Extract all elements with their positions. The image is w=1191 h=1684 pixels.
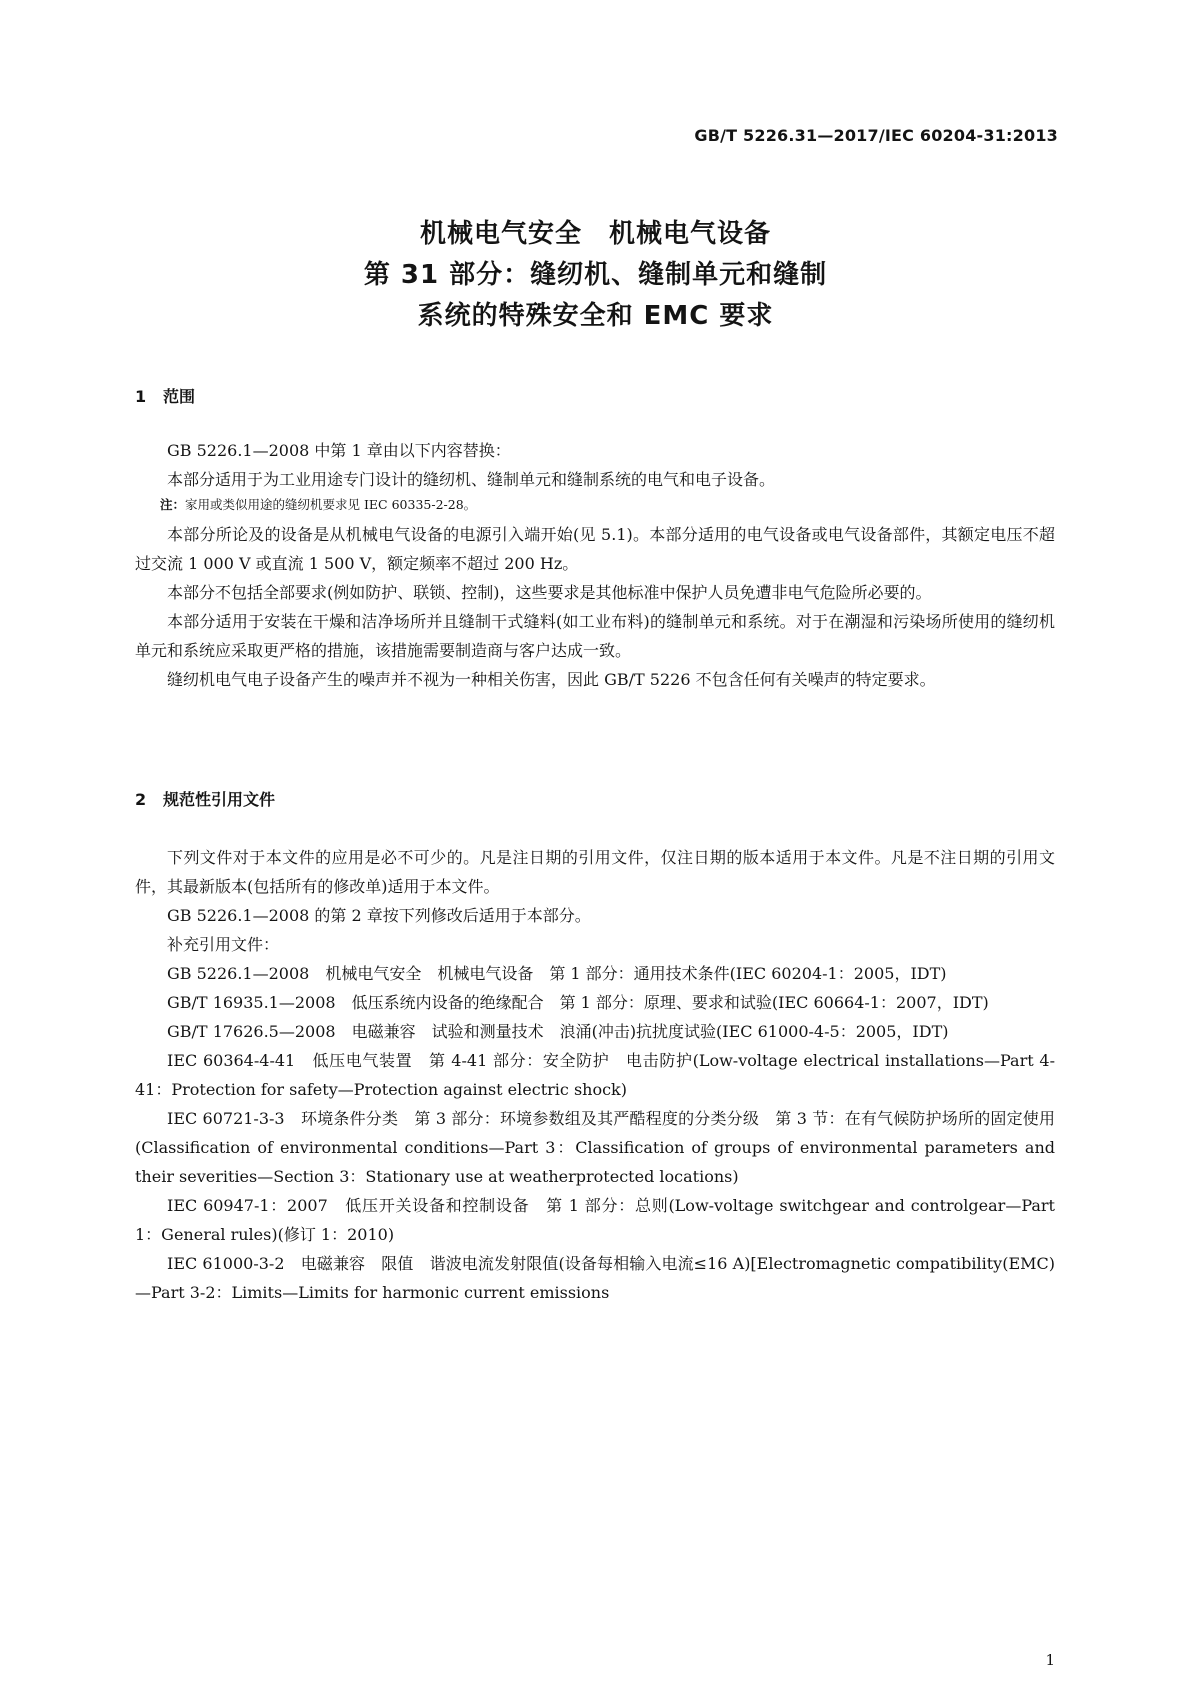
title-line-1: 机械电气安全 机械电气设备: [419, 219, 771, 249]
section-2-body: [135, 843, 1055, 1307]
paragraph: 本部分适用于安装在干燥和洁净场所并且缝制干式缝料(如工业布料)的缝制单元和系统。对于在潮湿和污染场所使用的缝纫机单元和系统应采取更严格的措施，该措施需要制造商与客户达成一致。: [135, 612, 1055, 660]
note: [135, 494, 1055, 516]
section-1-heading: [135, 384, 195, 407]
paragraph: 补充引用文件：: [167, 935, 280, 954]
title-line-3: 系统的特殊安全和 EMC 要求: [417, 301, 774, 331]
paragraph: GB 5226.1—2008 中第 1 章由以下内容替换：: [167, 441, 511, 460]
reference-entry: IEC 60721-3-3 环境条件分类 第 3 部分：环境参数组及其严酷程度的分类分级 第 3 节：在有气候防护场所的固定使用(Classification of environmental conditions—Part 3：Classification of groups of environmental parameters and their severities—Section 3：Stationary use at weatherprotected locations): [135, 1109, 1055, 1186]
note-text: 家用或类似用途的缝纫机要求见 IEC 60335-2-28。: [185, 497, 477, 512]
section-2-title: 规范性引用文件: [163, 790, 276, 809]
paragraph: 本部分不包括全部要求(例如防护、联锁、控制)，这些要求是其他标准中保护人员免遭非电气危险所必要的。: [167, 583, 932, 602]
reference-entry: GB 5226.1—2008 机械电气安全 机械电气设备 第 1 部分：通用技术条件(IEC 60204-1：2005，IDT): [167, 964, 947, 983]
paragraph: 缝纫机电气电子设备产生的噪声并不视为一种相关伤害，因此 GB/T 5226 不包含任何有关噪声的特定要求。: [167, 670, 936, 689]
reference-entry: GB/T 16935.1—2008 低压系统内设备的绝缘配合 第 1 部分：原理、要求和试验(IEC 60664-1：2007，IDT): [167, 993, 989, 1012]
section-2-number: 2: [135, 790, 147, 809]
reference-entry: GB/T 17626.5—2008 电磁兼容 试验和测量技术 浪涌(冲击)抗扰度试验(IEC 61000-4-5：2005，IDT): [167, 1022, 949, 1041]
section-2-heading: [135, 787, 275, 810]
page-number: 1: [1045, 1651, 1055, 1669]
section-1-number: 1: [135, 387, 147, 406]
title-line-2: 第 31 部分：缝纫机、缝制单元和缝制: [363, 260, 828, 290]
section-1-body: [135, 436, 1055, 694]
reference-entry: IEC 61000-3-2 电磁兼容 限值 谐波电流发射限值(设备每相输入电流≤16 A)[Electromagnetic compatibility(EMC)—Part 3-2：Limits—Limits for harmonic current emissions: [135, 1254, 1055, 1302]
paragraph: 本部分适用于为工业用途专门设计的缝纫机、缝制单元和缝制系统的电气和电子设备。: [167, 470, 776, 489]
paragraph: GB 5226.1—2008 的第 2 章按下列修改后适用于本部分。: [167, 906, 591, 925]
reference-entry: IEC 60364-4-41 低压电气装置 第 4-41 部分：安全防护 电击防护(Low-voltage electrical installations—Part 4-41：Protection for safety—Protection against electric shock): [135, 1051, 1055, 1099]
paragraph: 本部分所论及的设备是从机械电气设备的电源引入端开始(见 5.1)。本部分适用的电气设备或电气设备部件，其额定电压不超过交流 1 000 V 或直流 1 500 V，额定频率不超过 200 Hz。: [135, 525, 1055, 573]
reference-entry: IEC 60947-1：2007 低压开关设备和控制设备 第 1 部分：总则(Low-voltage switchgear and controlgear—Part 1：General rules)(修订 1：2010): [135, 1196, 1055, 1244]
standard-code: GB/T 5226.31—2017/IEC 60204-31:2013: [694, 126, 1058, 145]
paragraph: 下列文件对于本文件的应用是必不可少的。凡是注日期的引用文件，仅注日期的版本适用于本文件。凡是不注日期的引用文件，其最新版本(包括所有的修改单)适用于本文件。: [135, 848, 1055, 896]
note-label: 注：: [160, 497, 186, 512]
section-1-title: 范围: [163, 387, 196, 406]
document-title: [0, 214, 1191, 337]
